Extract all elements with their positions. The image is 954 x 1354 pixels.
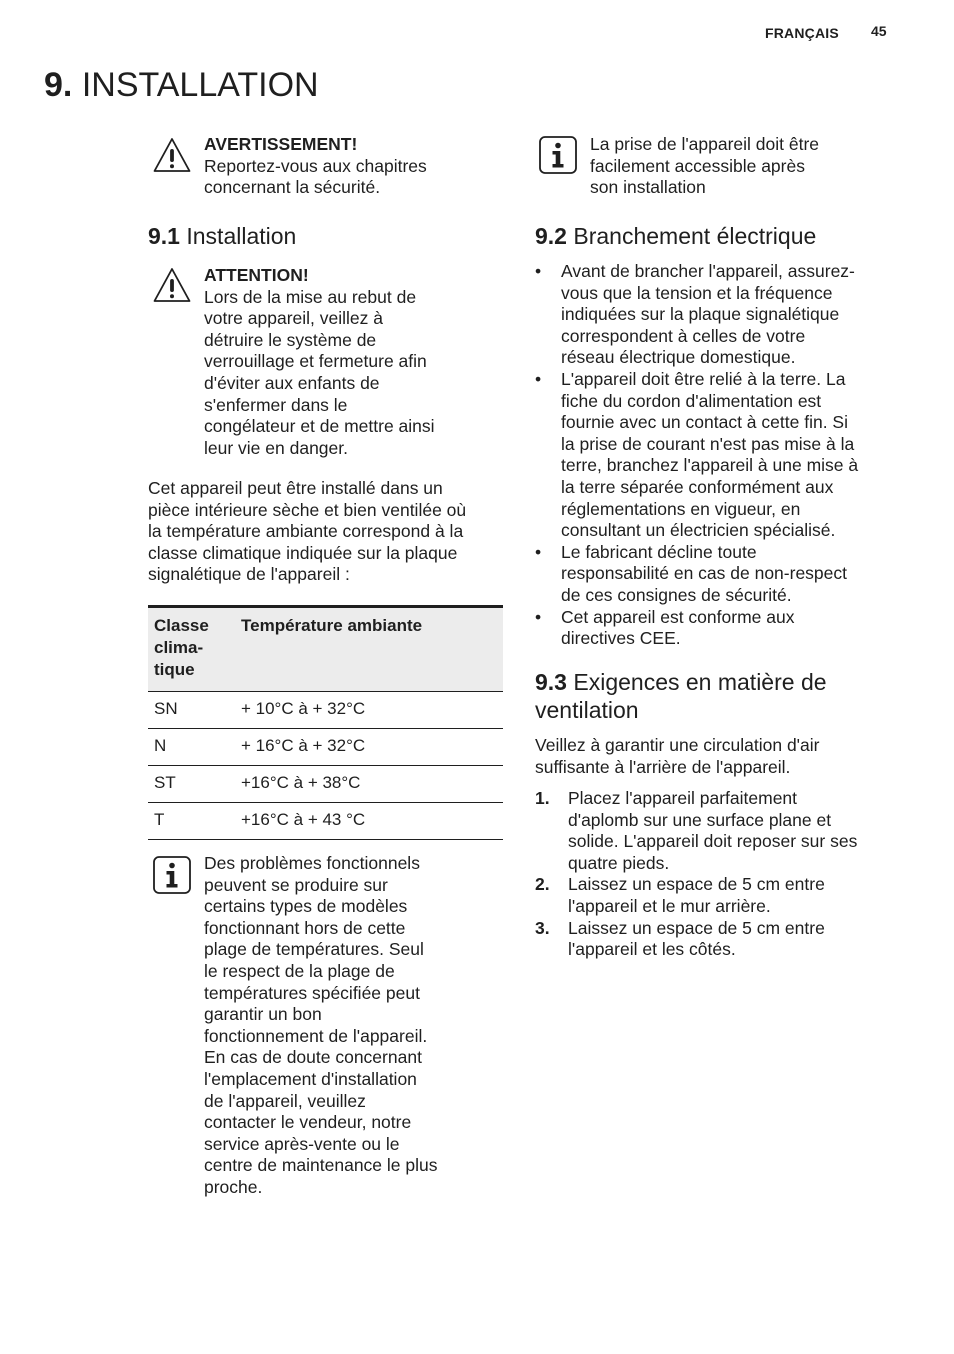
text-line: leur vie en danger. (204, 437, 348, 458)
text-line: réglementations en vigueur, en (561, 498, 801, 519)
title-text: INSTALLATION (81, 66, 319, 104)
cell-class: ST (154, 773, 176, 792)
text-line: détruire le système de (204, 329, 377, 350)
section-9-2-heading (535, 222, 816, 250)
text-line: l'appareil et les côtés. (568, 939, 736, 960)
text-line: indiquées sur la plaque signalétique (561, 304, 840, 325)
text-line: peuvent se produire sur (204, 874, 388, 895)
text-line: consultant un électricien spécialisé. (561, 520, 836, 541)
text-line: de l'appareil, veuillez (204, 1090, 366, 1111)
bullet-dot: • (535, 606, 542, 627)
text-line: classe climatique indiquée sur la plaque (148, 542, 458, 563)
text-line: fonctionnant hors de cette (204, 917, 406, 938)
list-item (535, 607, 891, 650)
text-line: concernant la sécurité. (204, 177, 381, 198)
cell-temp: +16°C à + 43 °C (241, 810, 366, 829)
title-number: 9. (44, 66, 73, 104)
text-line: service après-vente ou le (204, 1133, 400, 1154)
climate-class-table (148, 605, 503, 840)
bullet-dot: • (535, 261, 542, 281)
list-item (535, 874, 891, 917)
bullet-dot: • (535, 541, 542, 562)
text-line: directives CEE. (561, 628, 681, 649)
step-number: 1. (535, 788, 550, 808)
text-line: responsabilité en cas de non-respect (561, 563, 848, 584)
info-icon (538, 135, 578, 175)
text-line: signalétique de l'appareil : (148, 564, 350, 585)
header-class (148, 607, 235, 692)
text-line: d'éviter aux enfants de (204, 372, 380, 393)
text-line: l'appareil et le mur arrière. (568, 895, 771, 916)
info-icon (152, 855, 192, 895)
header-line: Classe (154, 616, 209, 635)
text-line: correspondent à celles de votre (561, 325, 806, 346)
text-line: terre, branchez l'appareil à une mise à (561, 455, 859, 476)
text-line: températures spécifiée peut (204, 982, 420, 1003)
cell-temp: +16°C à + 38°C (241, 773, 361, 792)
page-number: 45 (871, 23, 887, 39)
text-line: la terre séparée conformément aux (561, 476, 834, 497)
text-line: pièce intérieure sèche et bien ventilée où (148, 499, 467, 520)
text-line: quatre pieds. (568, 852, 670, 873)
text-line: L'appareil doit être relié à la terre. La (561, 368, 846, 389)
text-line: centre de maintenance le plus (204, 1155, 438, 1176)
list-item (535, 788, 891, 874)
text-line: vous que la tension et la fréquence (561, 282, 833, 303)
caution-block (204, 265, 504, 459)
section-title: Branchement électrique (573, 223, 817, 249)
text-line: le respect de la plage de (204, 960, 395, 981)
text-line: votre appareil, veillez à (204, 308, 383, 329)
text-line: plage de températures. Seul (204, 939, 424, 960)
section-9-1-heading (148, 222, 296, 250)
cell-temp: + 16°C à + 32°C (241, 736, 366, 755)
list-item (535, 261, 891, 369)
heading-line (535, 668, 895, 696)
installation-intro (148, 478, 504, 586)
section-title: Exigences en matière de (573, 669, 827, 695)
text-line: garantir un bon (204, 1004, 322, 1025)
text-line: réseau électrique domestique. (561, 347, 796, 368)
header-temperature: Température ambiante (241, 616, 423, 635)
text-line: la prise de courant n'est pas mise à la (561, 433, 855, 454)
text-line: Veillez à garantir une circulation d'air (535, 735, 820, 755)
section-number: 9.3 (535, 669, 567, 695)
heading-line: ventilation (535, 697, 639, 723)
table-header-row (148, 607, 503, 692)
warning-text (204, 156, 504, 199)
text-line: verrouillage et fermeture afin (204, 351, 427, 372)
text-line: certains types de modèles (204, 896, 408, 917)
text-line: Placez l'appareil parfaitement (568, 788, 798, 808)
text-line: contacter le vendeur, notre (204, 1112, 412, 1133)
table-row (148, 803, 503, 840)
text-line: facilement accessible après (590, 155, 805, 176)
header-line: tique (154, 660, 195, 679)
text-line: Laissez un espace de 5 cm entre (568, 874, 825, 895)
temperature-range-note (204, 853, 504, 1199)
header-line: clima- (154, 638, 204, 657)
list-item (535, 369, 891, 542)
cell-class: N (154, 736, 167, 755)
text-line: Laissez un espace de 5 cm entre (568, 917, 825, 938)
text-line: fonctionnement de l'appareil. (204, 1025, 428, 1046)
section-9-3-heading (535, 668, 895, 724)
text-line: Avant de brancher l'appareil, assurez- (561, 261, 855, 281)
text-line: proche. (204, 1176, 263, 1197)
text-line: Lors de la mise au rebut de (204, 286, 417, 307)
text-line: Cet appareil est conforme aux (561, 606, 795, 627)
bullet-dot: • (535, 368, 542, 389)
text-line: l'emplacement d'installation (204, 1068, 417, 1089)
table-row (148, 692, 503, 729)
text-line: Des problèmes fonctionnels (204, 853, 420, 873)
electrical-bullet-list (535, 261, 891, 650)
page-title (44, 64, 319, 106)
text-line: fournie avec un contact à cette fin. Si (561, 412, 848, 433)
step-number: 3. (535, 917, 550, 938)
text-line: Cet appareil peut être installé dans un (148, 478, 443, 498)
ventilation-steps (535, 788, 891, 961)
text-line: Reportez-vous aux chapitres (204, 155, 427, 176)
text-line: solide. L'appareil doit reposer sur ses (568, 831, 858, 852)
warning-triangle-icon (152, 136, 192, 176)
caution-heading: ATTENTION! (204, 265, 309, 285)
step-number: 2. (535, 874, 550, 895)
table-row (148, 729, 503, 766)
warning-block (204, 134, 504, 199)
text-line: s'enfermer dans le (204, 394, 348, 415)
list-item (535, 542, 891, 607)
section-number: 9.1 (148, 223, 180, 249)
text-line: d'aplomb sur une surface plane et (568, 809, 832, 830)
text-line: En cas de doute concernant (204, 1047, 422, 1068)
text-line: fiche du cordon d'alimentation est (561, 390, 822, 411)
ventilation-intro (535, 735, 891, 778)
text-line: son installation (590, 177, 706, 198)
warning-heading: AVERTISSEMENT! (204, 134, 358, 154)
info-top-right (590, 134, 890, 199)
section-title: Installation (186, 223, 297, 249)
list-item (535, 918, 891, 961)
text-line: Le fabricant décline toute (561, 541, 757, 562)
text-line: la température ambiante correspond à la (148, 521, 464, 542)
section-number: 9.2 (535, 223, 567, 249)
text-line: suffisante à l'arrière de l'appareil. (535, 756, 791, 777)
cell-class: T (154, 810, 165, 829)
cell-class: SN (154, 699, 178, 718)
caution-triangle-icon (152, 266, 192, 306)
cell-temp: + 10°C à + 32°C (241, 699, 366, 718)
text-line: La prise de l'appareil doit être (590, 134, 820, 154)
text-line: de ces consignes de sécurité. (561, 584, 792, 605)
table-row (148, 766, 503, 803)
text-line: congélateur et de mettre ainsi (204, 416, 435, 437)
header-language: FRANÇAIS (765, 25, 839, 41)
